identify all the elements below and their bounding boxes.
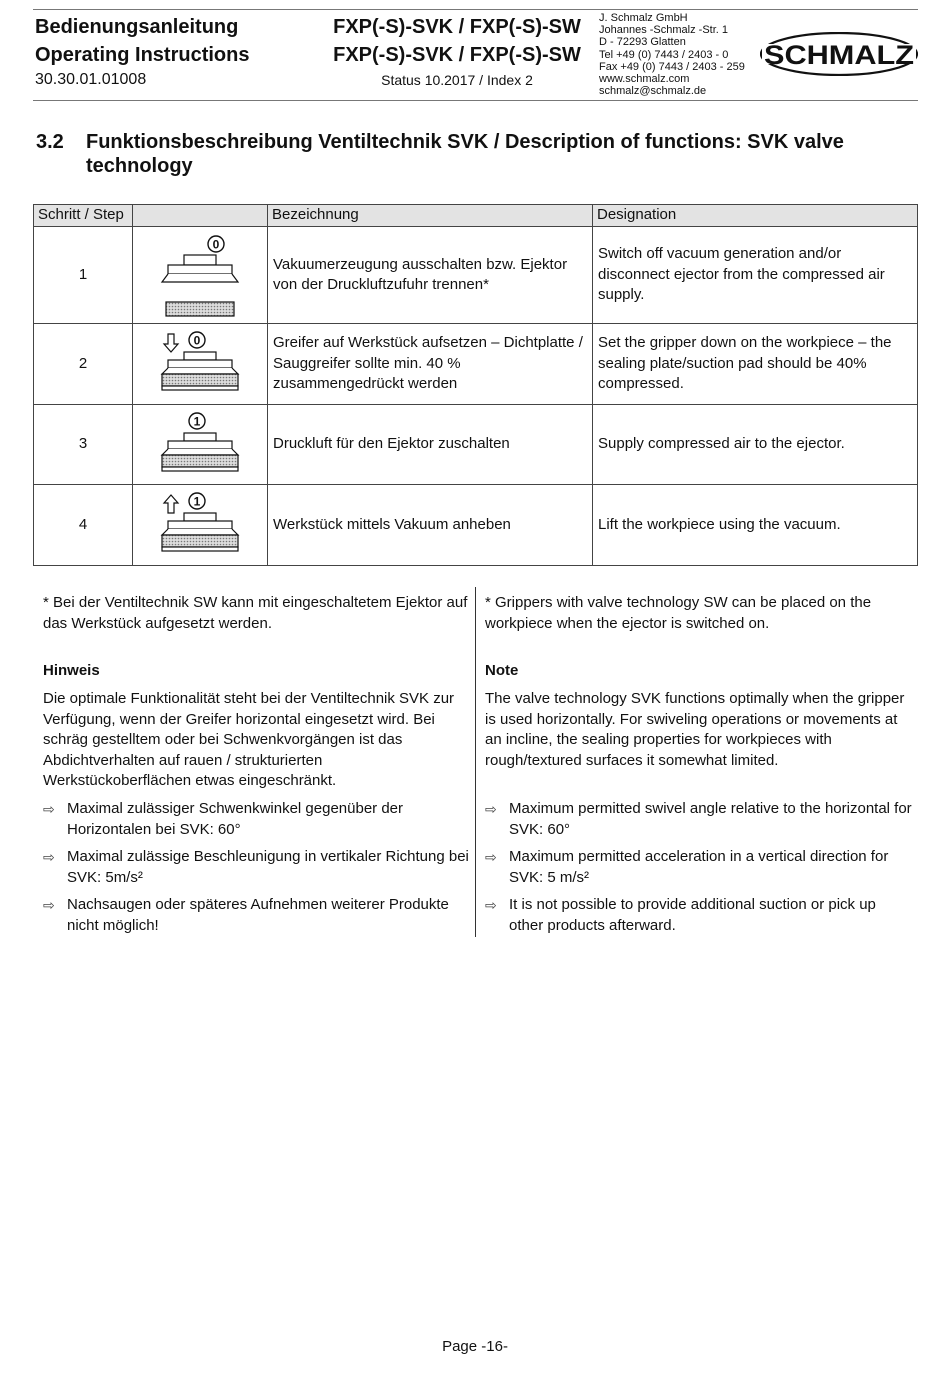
arrow-down-icon [164, 334, 178, 352]
title-de: Bedienungsanleitung [35, 16, 239, 38]
description-en: Set the gripper down on the workpiece – the sealing plate/suction pad should be 40% compressed. [593, 324, 918, 405]
hollow-right-arrow-icon: ⇨ [43, 897, 55, 913]
gripper-lift-icon [150, 489, 250, 561]
column-divider [475, 587, 476, 937]
description-de: Werkstück mittels Vakuum anheben [268, 485, 593, 566]
step-diagram [133, 485, 268, 566]
bullet-text: It is not possible to provide additional suction or pick up other products afterward. [509, 896, 876, 934]
hollow-right-arrow-icon: ⇨ [485, 801, 497, 817]
step-diagram [133, 405, 268, 485]
description-de: Vakuumerzeugung ausschalten bzw. Ejektor von der Druckluftzufuhr trennen* [268, 227, 593, 324]
description-en: Supply compressed air to the ejector. [593, 405, 918, 485]
title-en: Operating Instructions [35, 44, 250, 66]
arrow-up-icon [164, 495, 178, 513]
list-item [43, 799, 471, 840]
step-number: 3 [34, 405, 133, 485]
address-line: Johannes -Schmalz -Str. 1 [599, 24, 729, 37]
note-body-de: Die optimale Funktionalität steht bei der Ventiltechnik SVK zur Verfügung, wenn der Greifer horizontal eingesetzt wird. Bei schräg gestelltem oder bei Schwenkvorgängen ist das Abdichtverhalten auf rauen / strukturierten Werkstückoberflächen etwas eingeschränkt. [43, 690, 455, 789]
header-product-block [327, 13, 587, 91]
address-line: schmalz@schmalz.de [599, 85, 707, 98]
step-diagram [133, 227, 268, 324]
bullet-text: Maximal zulässiger Schwenkwinkel gegenüber der Horizontalen bei SVK: 60° [67, 800, 403, 838]
bullet-text: Maximum permitted acceleration in a vertical direction for SVK: 5 m/s² [509, 848, 889, 886]
list-item [485, 847, 913, 888]
gripper-set-down-icon [150, 328, 250, 400]
list-item [43, 895, 471, 936]
header-step: Schritt / Step [34, 205, 133, 227]
state-marker: 0 [212, 237, 220, 252]
note-heading-de: Hinweis [43, 662, 100, 679]
hollow-right-arrow-icon: ⇨ [43, 801, 55, 817]
header-de: Bezeichnung [268, 205, 593, 227]
address-line: www.schmalz.com [599, 73, 690, 86]
table-row [34, 485, 918, 566]
state-marker: 0 [193, 333, 201, 348]
page-number: Page -16- [442, 1338, 508, 1355]
section-title-text: Funktionsbeschreibung Ventiltechnik SVK / Description of functions: SVK valve technology [86, 131, 844, 177]
header-icon [133, 205, 268, 227]
note-body-en: The valve technology SVK functions optimally when the gripper is used horizontally. For swiveling operations or movements at an incline, the sealing properties for workpieces with rough/textured surfaces it somewhat limited. [485, 690, 905, 769]
hollow-right-arrow-icon: ⇨ [485, 897, 497, 913]
gripper-released-icon [150, 230, 250, 320]
description-de: Greifer auf Werkstück aufsetzen – Dichtplatte / Sauggreifer sollte min. 40 % zusammengedrückt werden [268, 324, 593, 405]
footnote-de: * Bei der Ventiltechnik SW kann mit eingeschaltetem Ejektor auf das Werkstück aufgesetzt werden. [43, 594, 468, 632]
page-header [33, 9, 918, 101]
hollow-right-arrow-icon: ⇨ [485, 849, 497, 865]
description-en: Switch off vacuum generation and/or disconnect ejector from the compressed air supply. [593, 227, 918, 324]
logo-text: SCHMALZ [764, 40, 914, 70]
list-item [485, 895, 913, 936]
address-line: Tel +49 (0) 7443 / 2403 - 0 [599, 48, 729, 61]
address-line: Fax +49 (0) 7443 / 2403 - 259 [599, 60, 745, 73]
step-number: 1 [34, 227, 133, 324]
step-diagram [133, 324, 268, 405]
doc-number: 30.30.01.01008 [35, 71, 147, 88]
table-row [34, 405, 918, 485]
note-heading-en: Note [485, 662, 519, 679]
bullet-text: Maximum permitted swivel angle relative to the horizontal for SVK: 60° [509, 800, 912, 838]
address-line: D - 72293 Glatten [599, 36, 686, 49]
table-row [34, 324, 918, 405]
section-title [36, 130, 906, 178]
function-steps-table [33, 204, 918, 566]
table-header-row [34, 205, 918, 227]
company-address [599, 12, 745, 97]
bullet-text: Nachsaugen oder späteres Aufnehmen weiterer Produkte nicht möglich! [67, 896, 449, 934]
state-marker: 1 [193, 414, 201, 428]
description-de: Druckluft für den Ejektor zuschalten [268, 405, 593, 485]
table-row [34, 227, 918, 324]
state-marker: 1 [193, 494, 201, 509]
address-line: J. Schmalz GmbH [599, 12, 688, 24]
status-index: Status 10.2017 / Index 2 [381, 72, 533, 88]
header-title-block [35, 13, 249, 91]
header-en: Designation [593, 205, 918, 227]
schmalz-logo [760, 32, 918, 76]
description-en: Lift the workpiece using the vacuum. [593, 485, 918, 566]
product-line-1: FXP(-S)-SVK / FXP(-S)-SW [333, 16, 581, 38]
bullet-text: Maximal zulässige Beschleunigung in vertikaler Richtung bei SVK: 5m/s² [67, 848, 469, 886]
step-number: 2 [34, 324, 133, 405]
gripper-air-on-icon [150, 409, 250, 481]
section-number: 3.2 [36, 131, 64, 153]
step-number: 4 [34, 485, 133, 566]
footnote-en: * Grippers with valve technology SW can be placed on the workpiece when the ejector is switched on. [485, 594, 872, 632]
product-line-2: FXP(-S)-SVK / FXP(-S)-SW [333, 44, 581, 66]
hollow-right-arrow-icon: ⇨ [43, 849, 55, 865]
list-item [43, 847, 471, 888]
list-item [485, 799, 913, 840]
